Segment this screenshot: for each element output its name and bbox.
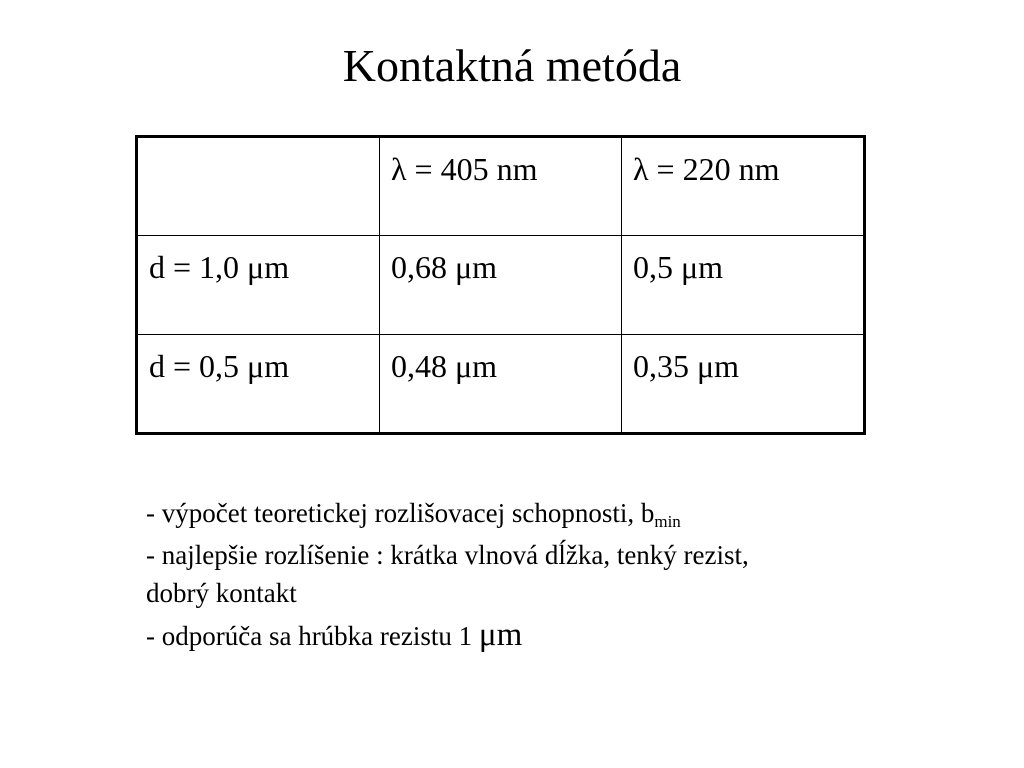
slide-title: Kontaktná metóda	[342, 40, 682, 91]
table-row	[137, 335, 865, 434]
note-subscript: min	[654, 512, 681, 531]
table-cell: 0,5 μm	[622, 236, 865, 335]
note-text: - výpočet teoretickej rozlišovacej schopnosti, b	[146, 498, 655, 528]
note-item	[146, 616, 926, 655]
results-table	[135, 135, 866, 435]
table-cell: 0,68 μm	[380, 236, 622, 335]
note-text: dobrý kontakt	[146, 578, 297, 608]
note-item-continuation	[146, 574, 926, 612]
note-item	[146, 536, 926, 574]
note-unit: μm	[478, 617, 523, 653]
table-cell: 0,35 μm	[622, 335, 865, 434]
note-text: - najlepšie rozlíšenie : krátka vlnová dĺžka, tenký rezist,	[146, 540, 749, 570]
notes-list	[146, 494, 926, 655]
table-header-cell-empty	[137, 137, 380, 236]
table-row-label: d = 1,0 μm	[137, 236, 380, 335]
table-cell: 0,48 μm	[380, 335, 622, 434]
table-header-row	[137, 137, 865, 236]
note-text: - odporúča sa hrúbka rezistu 1	[146, 621, 479, 651]
table-header-cell: λ = 220 nm	[622, 137, 865, 236]
table-row	[137, 236, 865, 335]
table-header-cell: λ = 405 nm	[380, 137, 622, 236]
table-row-label: d = 0,5 μm	[137, 335, 380, 434]
note-item	[146, 494, 926, 532]
